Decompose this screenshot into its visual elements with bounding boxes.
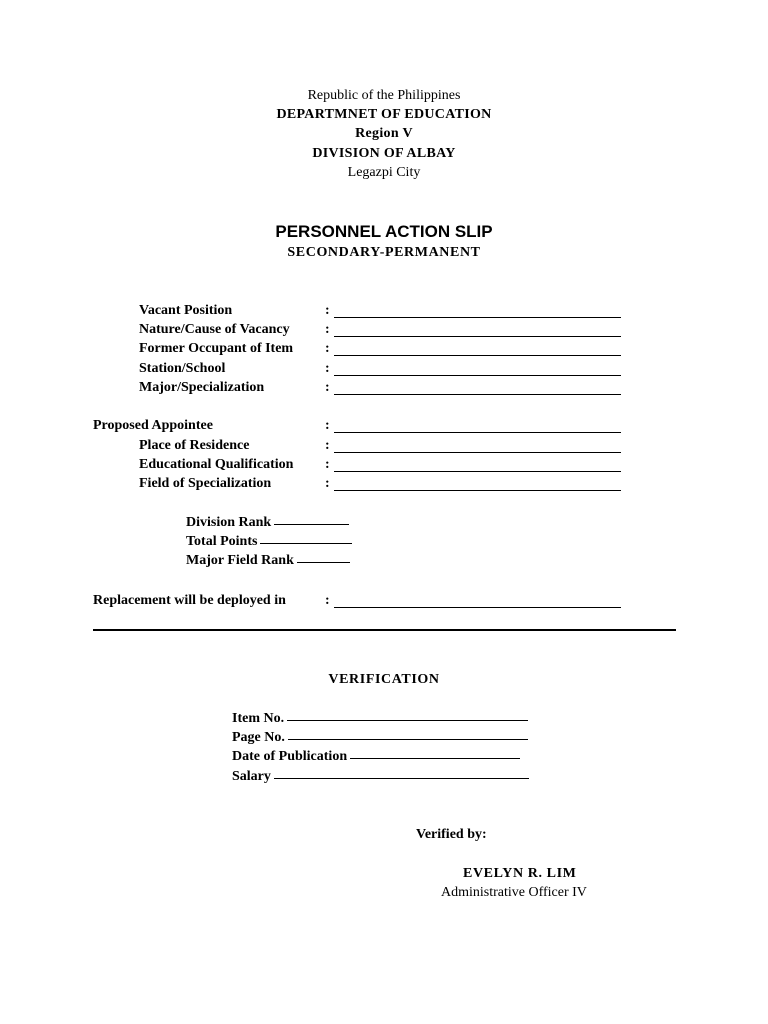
colon: :: [325, 418, 330, 433]
station-school-label: Station/School: [139, 361, 226, 376]
vacant-position-field[interactable]: [334, 317, 621, 318]
colon: :: [325, 361, 330, 376]
major-specialization-label: Major/Specialization: [139, 380, 265, 395]
educational-qualification-label: Educational Qualification: [139, 457, 294, 472]
signatory-name: EVELYN R. LIM: [463, 866, 577, 881]
document-title: PERSONNEL ACTION SLIP: [275, 222, 493, 241]
major-field-rank-label: Major Field Rank: [186, 553, 294, 568]
page-no-label: Page No.: [232, 730, 285, 745]
verification-heading: VERIFICATION: [328, 672, 440, 687]
region-label: Region V: [355, 126, 413, 141]
colon: :: [325, 380, 330, 395]
document-subtitle: SECONDARY-PERMANENT: [287, 245, 481, 260]
colon: :: [325, 303, 330, 318]
item-no-field[interactable]: [287, 720, 528, 721]
vacant-position-label: Vacant Position: [139, 303, 233, 318]
item-no-row: [232, 711, 528, 727]
total-points-field[interactable]: [260, 543, 352, 544]
former-occupant-field[interactable]: [334, 355, 621, 356]
date-of-publication-field[interactable]: [350, 758, 520, 759]
page-no-row: [232, 730, 528, 746]
field-of-specialization-field[interactable]: [334, 490, 621, 491]
department-label: DEPARTMNET OF EDUCATION: [276, 107, 492, 122]
division-rank-label: Division Rank: [186, 515, 272, 530]
colon: :: [325, 476, 330, 491]
replacement-field[interactable]: [334, 607, 621, 608]
total-points-row: [186, 534, 352, 550]
nature-cause-label: Nature/Cause of Vacancy: [139, 322, 290, 337]
field-of-specialization-label: Field of Specialization: [139, 476, 272, 491]
colon: :: [325, 593, 330, 608]
colon: :: [325, 438, 330, 453]
major-field-rank-row: [186, 553, 350, 569]
republic-label: Republic of the Philippines: [307, 88, 461, 103]
station-school-field[interactable]: [334, 375, 621, 376]
educational-qualification-field[interactable]: [334, 471, 621, 472]
major-field-rank-field[interactable]: [297, 562, 350, 563]
place-of-residence-field[interactable]: [334, 452, 621, 453]
section-divider: [93, 629, 676, 631]
proposed-appointee-field[interactable]: [334, 432, 621, 433]
city-label: Legazpi City: [347, 165, 421, 180]
replacement-label: Replacement will be deployed in: [93, 593, 286, 608]
division-label: DIVISION OF ALBAY: [312, 146, 456, 161]
salary-label: Salary: [232, 769, 271, 784]
verified-by-label: Verified by:: [416, 827, 487, 842]
colon: :: [325, 341, 330, 356]
signatory-position: Administrative Officer IV: [441, 885, 587, 900]
page-no-field[interactable]: [288, 739, 528, 740]
nature-cause-field[interactable]: [334, 336, 621, 337]
division-rank-field[interactable]: [274, 524, 349, 525]
colon: :: [325, 457, 330, 472]
date-of-publication-row: [232, 749, 520, 765]
total-points-label: Total Points: [186, 534, 258, 549]
salary-row: [232, 769, 529, 785]
proposed-appointee-label: Proposed Appointee: [93, 418, 213, 433]
place-of-residence-label: Place of Residence: [139, 438, 250, 453]
colon: :: [325, 322, 330, 337]
major-specialization-field[interactable]: [334, 394, 621, 395]
division-rank-row: [186, 515, 349, 531]
salary-field[interactable]: [274, 778, 529, 779]
former-occupant-label: Former Occupant of Item: [139, 341, 294, 356]
item-no-label: Item No.: [232, 711, 285, 726]
date-of-publication-label: Date of Publication: [232, 749, 348, 764]
